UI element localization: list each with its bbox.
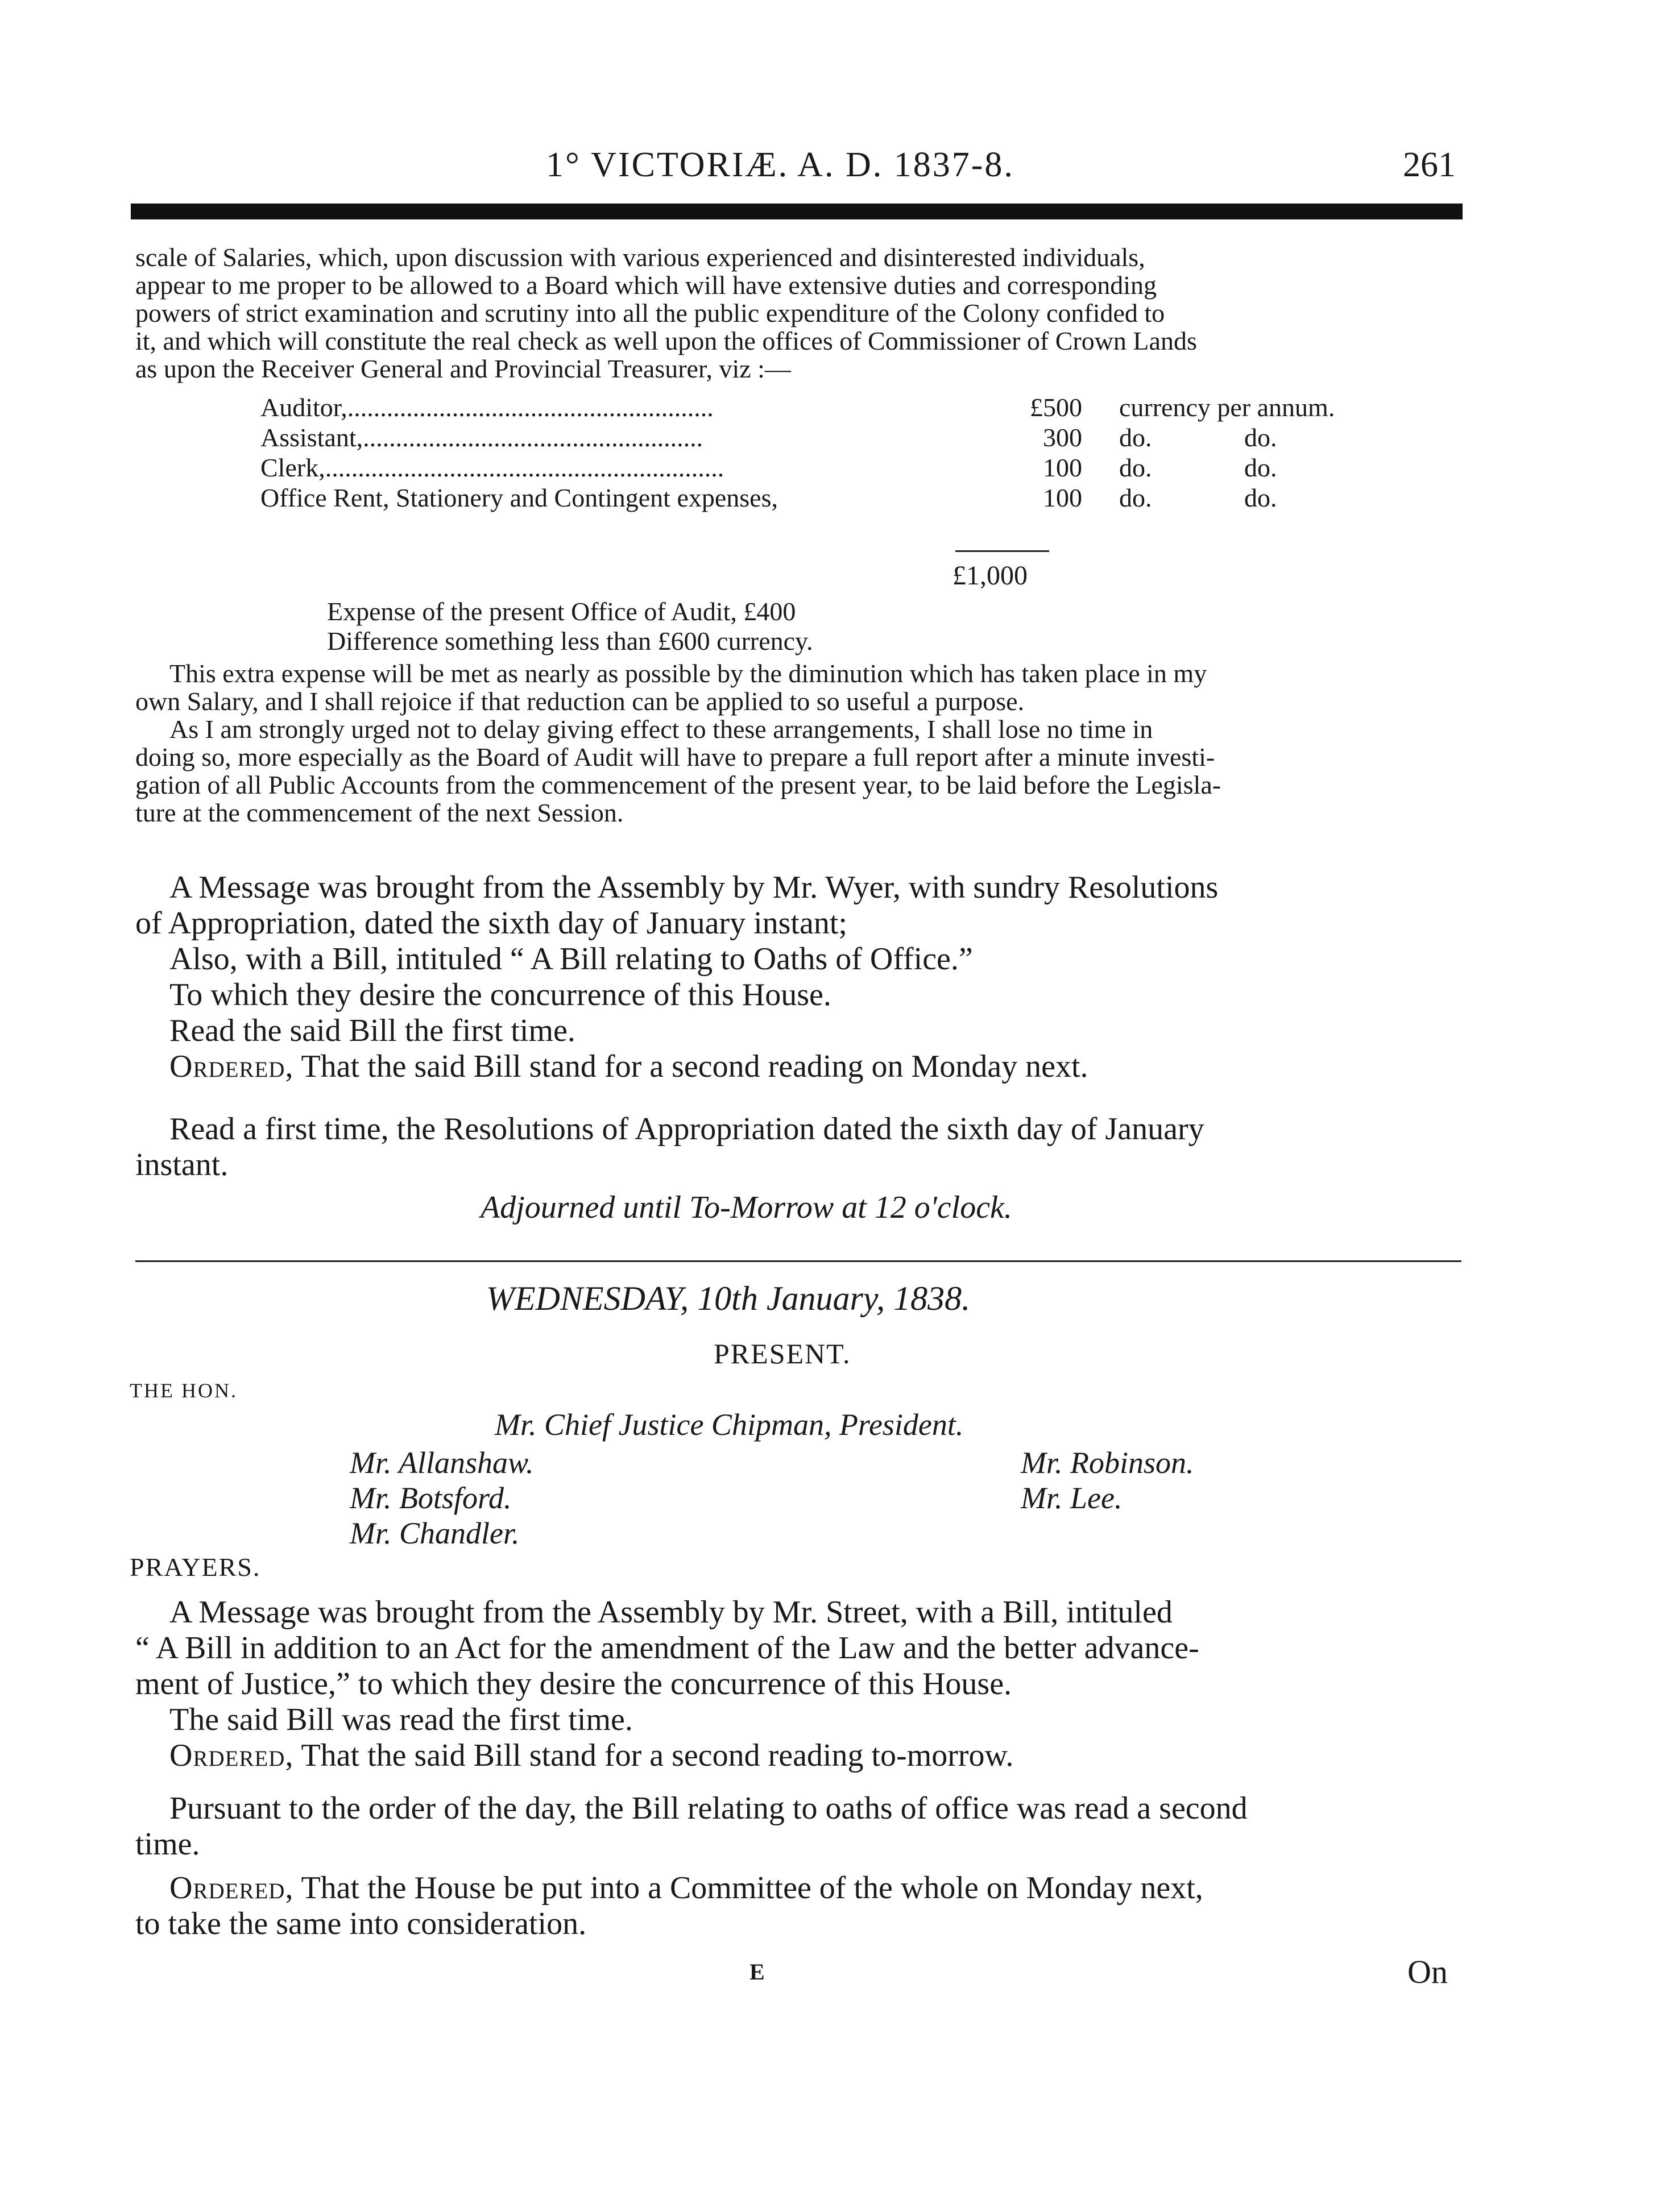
members-right (1021, 1445, 1194, 1516)
ordered-label: Ordered, (169, 1049, 294, 1084)
street-message (135, 1595, 1460, 1774)
running-header (131, 145, 1461, 190)
salary-note: do. (1119, 483, 1152, 512)
adjournment: Adjourned until To-Morrow at 12 o'clock. (481, 1190, 1012, 1225)
text-line: Read the said Bill the first time. (169, 1013, 575, 1048)
day-heading-weekday: WEDNESDAY, (486, 1280, 689, 1317)
total-rule (955, 550, 1049, 552)
salary-amount: 100 (1043, 453, 1082, 482)
second-reading (135, 1791, 1460, 1862)
text-line: A Message was brought from the Assembly by Mr. Wyer, with sundry Resolutions (169, 870, 1219, 905)
text-line: “ A Bill in addition to an Act for the amendment of the Law and the better advance- (135, 1630, 1199, 1666)
salary-label: Clerk,............................................................. (260, 453, 724, 482)
text-line: of Appropriation, dated the sixth day of January instant; (135, 906, 847, 941)
text-line: own Salary, and I shall rejoice if that reduction can be applied to so useful a purpose. (135, 687, 1025, 716)
salary-note: do. (1244, 423, 1277, 452)
letter-paragraph-2 (135, 659, 1460, 827)
committee-order (135, 1870, 1460, 1942)
president-line: Mr. Chief Justice Chipman, President. (495, 1408, 964, 1442)
text-line: A Message was brought from the Assembly by Mr. Street, with a Bill, intituled (169, 1595, 1173, 1630)
section-rule (135, 1260, 1461, 1262)
text-line: This extra expense will be met as nearly as possible by the diminution which has taken place in my (169, 659, 1207, 688)
day-heading (486, 1279, 970, 1318)
member-name: Mr. Botsford. (350, 1481, 512, 1515)
text-line: ture at the commencement of the next Session. (135, 798, 624, 827)
signature-mark: E (749, 1959, 765, 1985)
order-text: That the said Bill stand for a second reading to-morrow. (293, 1738, 1014, 1773)
salary-amount: £500 (1030, 393, 1082, 422)
salary-label: Auditor,........................................................ (260, 393, 714, 422)
text-line: scale of Salaries, which, upon discussion with various experienced and disinterested individuals, (135, 243, 1145, 272)
text-line: it, and which will constitute the real check as well upon the offices of Commissioner of Crown Lands (135, 326, 1197, 355)
salary-note: do. (1244, 453, 1277, 482)
catchword: On (1407, 1953, 1448, 1990)
letter-opening (135, 243, 1460, 383)
the-hon-label: THE HON. (130, 1379, 238, 1402)
text-line: instant. (135, 1147, 229, 1182)
page-number: 261 (1403, 146, 1456, 184)
member-name: Mr. Lee. (1021, 1481, 1123, 1515)
text-line: To which they desire the concurrence of this House. (169, 977, 831, 1012)
text-line: powers of strict examination and scrutiny into all the public expenditure of the Colony confided to (135, 298, 1165, 327)
salary-note: do. (1119, 453, 1152, 482)
prayers: PRAYERS. (130, 1553, 261, 1582)
text-line: appear to me proper to be allowed to a Board which will have extensive duties and corresponding (135, 271, 1157, 300)
text-line: Pursuant to the order of the day, the Bill relating to oaths of office was read a second (169, 1791, 1248, 1826)
salary-note: currency per annum. (1119, 393, 1335, 422)
assembly-message (135, 870, 1460, 1085)
day-heading-date: 10th January, 1838. (689, 1280, 971, 1317)
text-line: doing so, more especially as the Board of Audit will have to prepare a full report after a minute investi- (135, 742, 1215, 771)
salary-note: do. (1244, 483, 1277, 512)
order-line (135, 1870, 1460, 1906)
text-line: gation of all Public Accounts from the commencement of the present year, to be laid before the Legisla- (135, 770, 1221, 799)
ordered-label: Ordered, (169, 1738, 294, 1773)
expense-present: Expense of the present Office of Audit, £400 (327, 597, 796, 626)
text-line: As I am strongly urged not to delay giving effect to these arrangements, I shall lose no time in (169, 715, 1153, 744)
salary-label: Office Rent, Stationery and Contingent expenses, (260, 483, 778, 512)
ordered-label: Ordered, (169, 1870, 294, 1906)
order-text: That the said Bill stand for a second reading on Monday next. (293, 1049, 1088, 1084)
order-line (135, 1049, 1460, 1085)
salary-total: £1,000 (952, 561, 1028, 591)
expense-difference: Difference something less than £600 currency. (327, 626, 813, 655)
resolutions-read (135, 1111, 1460, 1183)
order-text: That the House be put into a Committee of the whole on Monday next, (293, 1870, 1203, 1906)
salary-amount: 300 (1043, 423, 1082, 452)
text-line: The said Bill was read the first time. (169, 1702, 633, 1737)
text-line: Read a first time, the Resolutions of Appropriation dated the sixth day of January (169, 1111, 1204, 1147)
member-name: Mr. Robinson. (1021, 1446, 1194, 1480)
salary-amount: 100 (1043, 483, 1082, 512)
text-line: to take the same into consideration. (135, 1906, 587, 1941)
salary-label: Assistant,.................................................... (260, 423, 703, 452)
header-title: 1° VICTORIÆ. A. D. 1837-8. (546, 146, 1014, 184)
expense-summary (327, 597, 813, 656)
text-line: ment of Justice,” to which they desire the concurrence of this House. (135, 1666, 1012, 1701)
order-line (135, 1738, 1460, 1774)
text-line: time. (135, 1827, 200, 1862)
header-rule (131, 204, 1463, 219)
member-name: Mr. Allanshaw. (350, 1446, 534, 1480)
text-line: Also, with a Bill, intituled “ A Bill relating to Oaths of Office.” (169, 941, 973, 977)
present-heading: PRESENT. (714, 1338, 851, 1369)
members-left (350, 1445, 534, 1551)
salary-note: do. (1119, 423, 1152, 452)
text-line: as upon the Receiver General and Provincial Treasurer, viz :— (135, 354, 791, 383)
member-name: Mr. Chandler. (350, 1516, 520, 1550)
